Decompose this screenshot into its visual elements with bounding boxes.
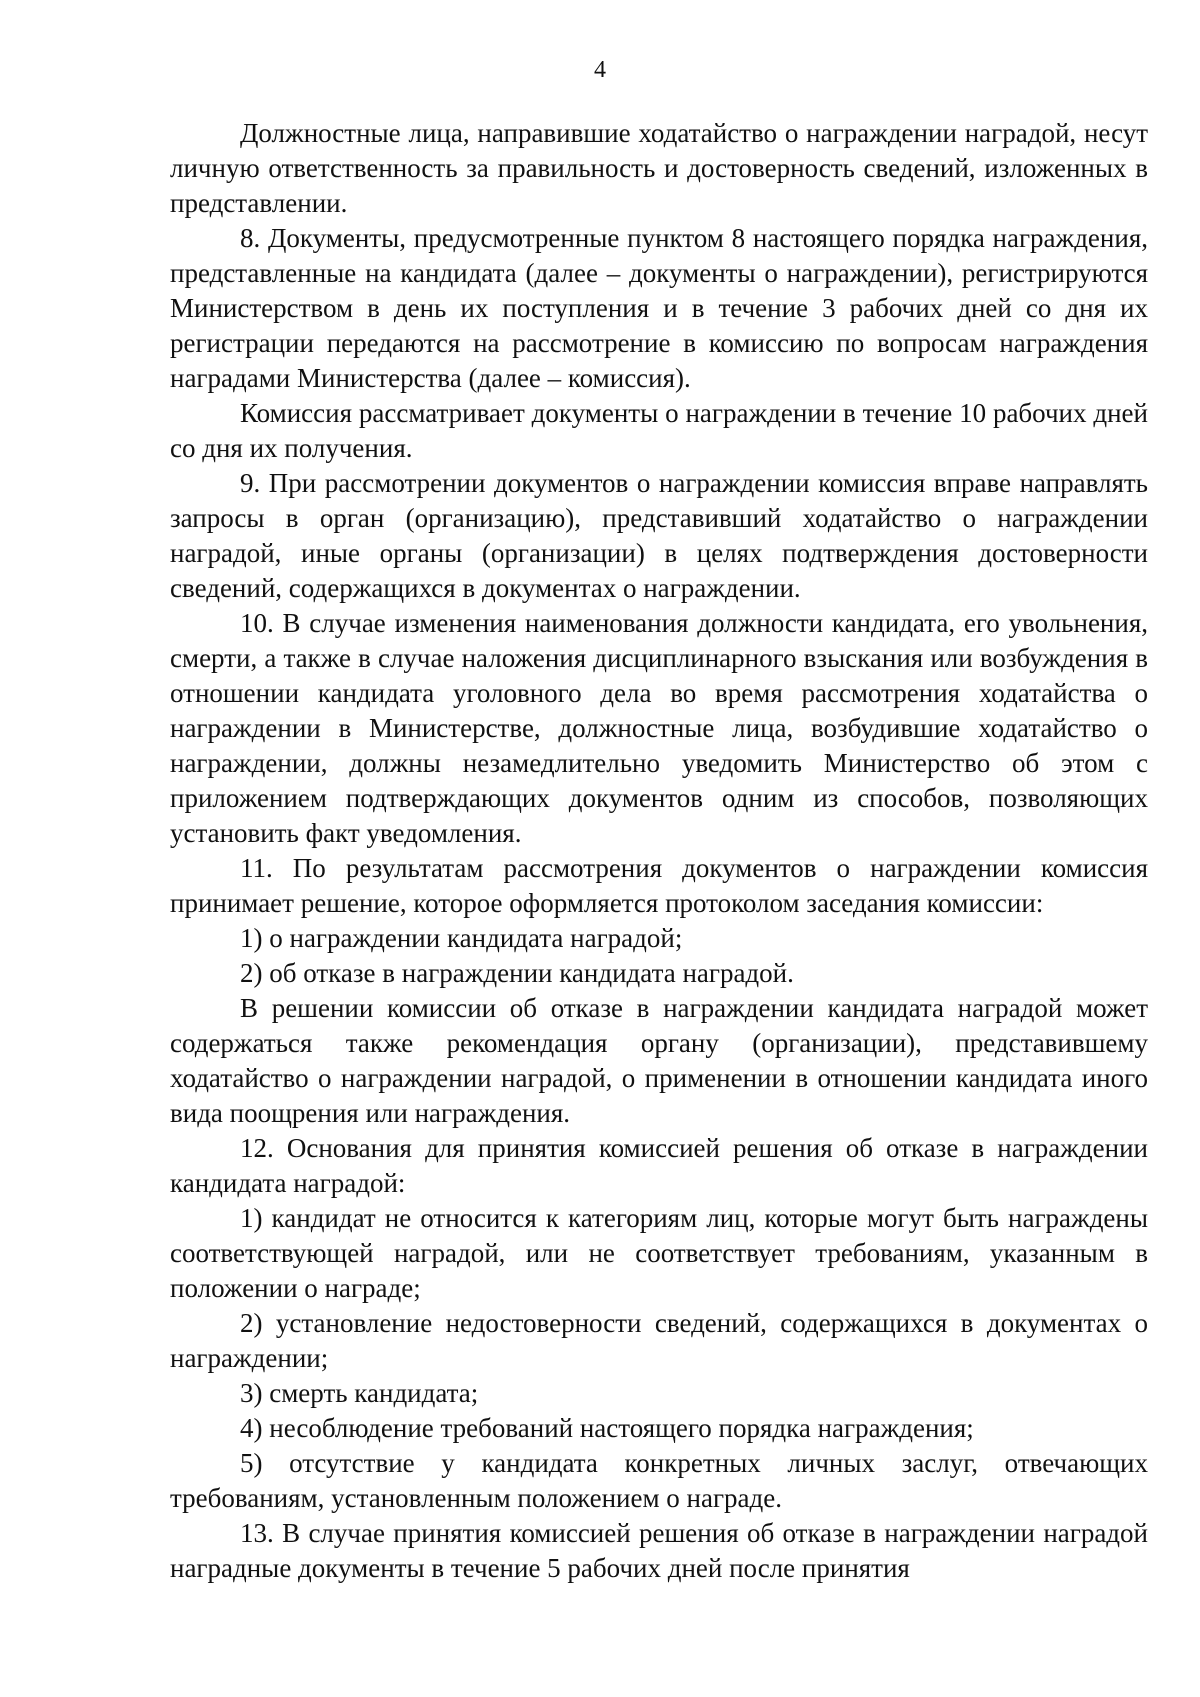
paragraph: 11. По результатам рассмотрения документов о награждении комиссия принимает решение, которое оформляется протоколом заседания комиссии:	[170, 853, 1148, 918]
page-number: 4	[594, 57, 606, 83]
list-item: 2) об отказе в награждении кандидата наградой.	[240, 958, 794, 988]
document-body	[170, 116, 1148, 1586]
paragraph: 8. Документы, предусмотренные пунктом 8 настоящего порядка награждения, представленные на кандидата (далее – документы о награждении), регистрируются Министерством в день их поступления и в течение 3 рабочих дней со дня их регистрации передаются на рассмотрение в комиссию по вопросам награждения наградами Министерства (далее – комиссия).	[170, 223, 1148, 393]
paragraph: В решении комиссии об отказе в награждении кандидата наградой может содержаться также рекомендация органу (организации), представившему ходатайство о награждении наградой, о применении в отношении кандидата иного вида поощрения или награждения.	[170, 993, 1148, 1128]
list-item: 5) отсутствие у кандидата конкретных личных заслуг, отвечающих требованиям, установленным положением о награде.	[170, 1448, 1148, 1513]
paragraph: Должностные лица, направившие ходатайство о награждении наградой, несут личную ответственность за правильность и достоверность сведений, изложенных в представлении.	[170, 118, 1148, 218]
list-item: 1) о награждении кандидата наградой;	[240, 923, 683, 953]
paragraph: 12. Основания для принятия комиссией решения об отказе в награждении кандидата наградой:	[170, 1133, 1148, 1198]
list-item: 3) смерть кандидата;	[240, 1378, 479, 1408]
list-item: 2) установление недостоверности сведений, содержащихся в документах о награждении;	[170, 1308, 1148, 1373]
list-item: 4) несоблюдение требований настоящего порядка награждения;	[240, 1413, 974, 1443]
list-item: 1) кандидат не относится к категориям лиц, которые могут быть награждены соответствующей наградой, или не соответствует требованиям, указанным в положении о награде;	[170, 1203, 1148, 1303]
paragraph: 9. При рассмотрении документов о награждении комиссия вправе направлять запросы в орган (организацию), представивший ходатайство о награждении наградой, иные органы (организации) в целях подтверждения достоверности сведений, содержащихся в документах о награждении.	[170, 468, 1148, 603]
paragraph: 10. В случае изменения наименования должности кандидата, его увольнения, смерти, а также в случае наложения дисциплинарного взыскания или возбуждения в отношении кандидата уголовного дела во время рассмотрения ходатайства о награждении в Министерстве, должностные лица, возбудившие ходатайство о награждении, должны незамедлительно уведомить Министерство об этом с приложением подтверждающих документов одним из способов, позволяющих установить факт уведомления.	[170, 608, 1148, 848]
paragraph: 13. В случае принятия комиссией решения об отказе в награждении наградой наградные документы в течение 5 рабочих дней после принятия	[170, 1518, 1148, 1583]
paragraph: Комиссия рассматривает документы о награждении в течение 10 рабочих дней со дня их получения.	[170, 398, 1148, 463]
